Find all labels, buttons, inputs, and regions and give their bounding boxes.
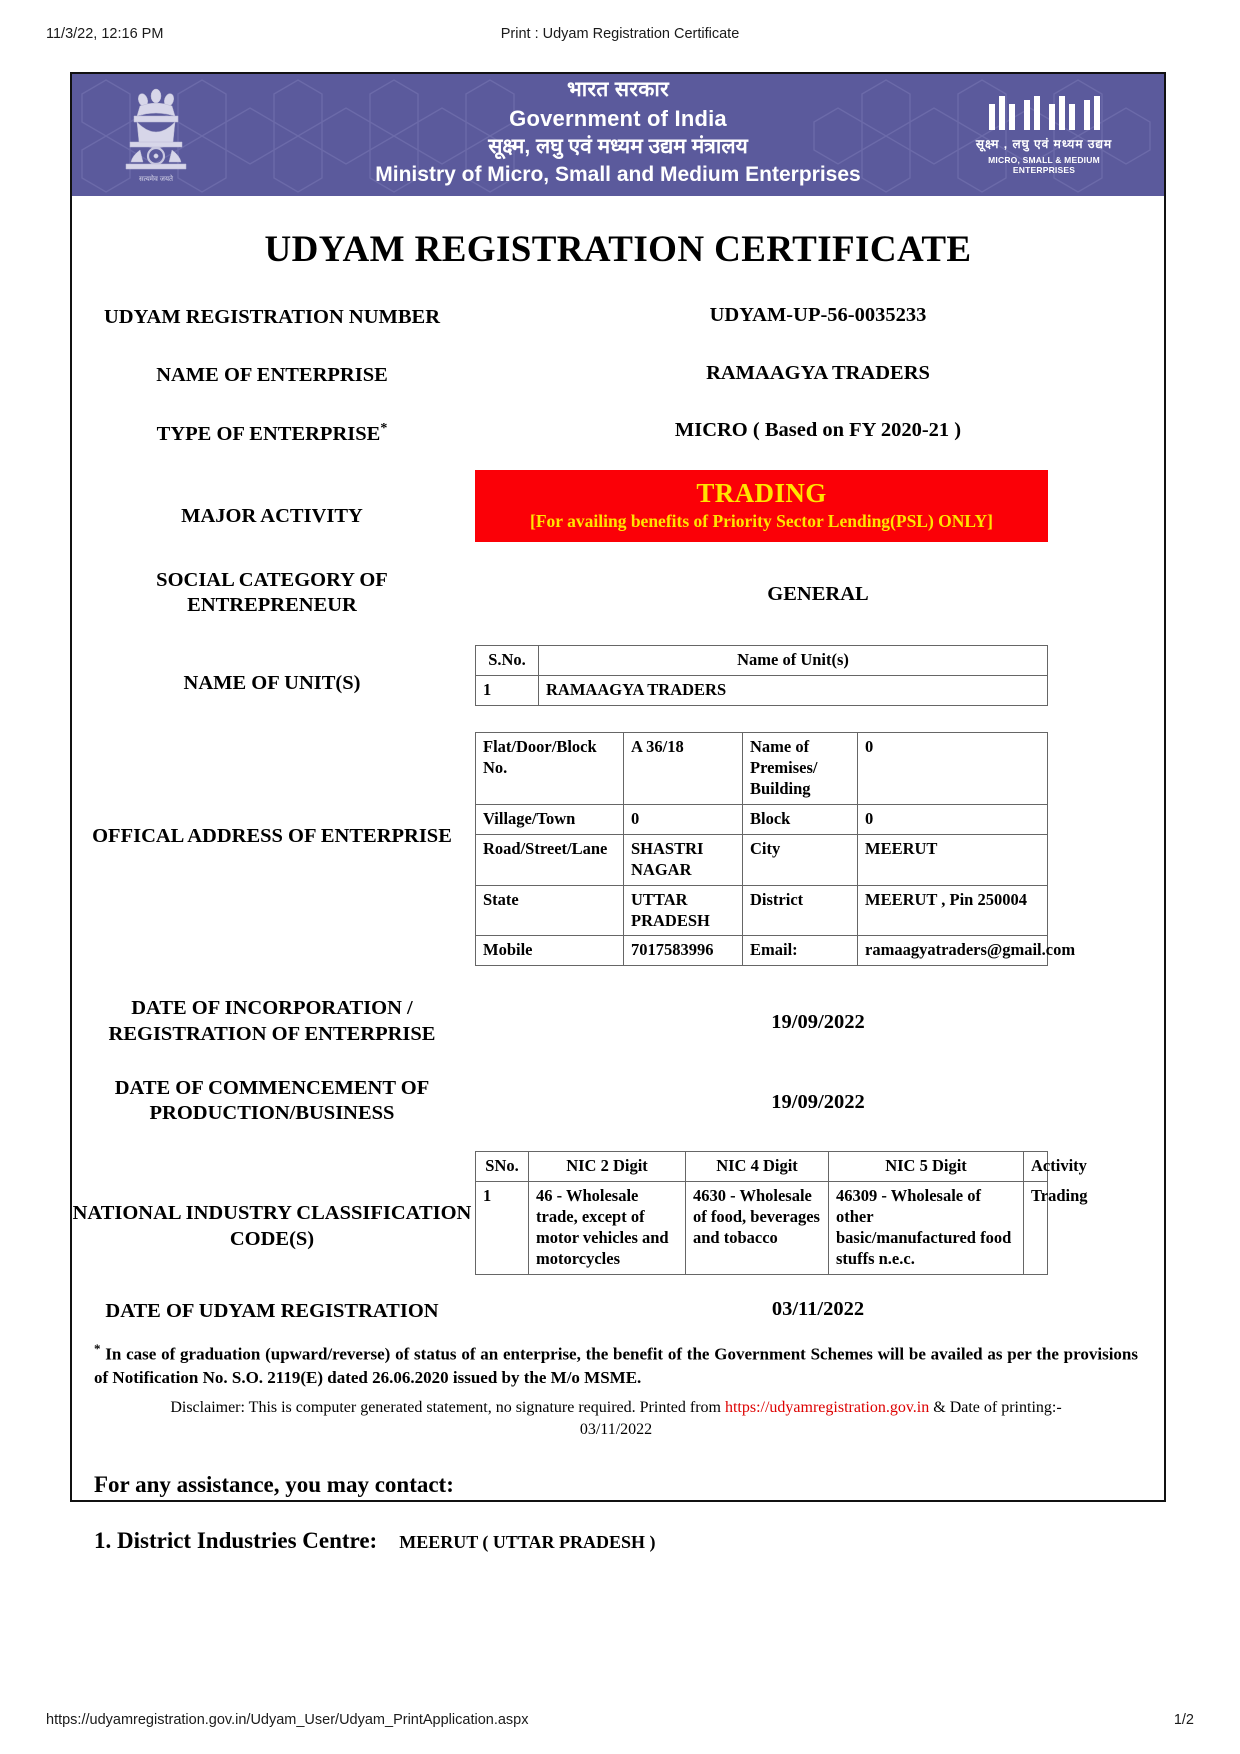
certificate-title: UDYAM REGISTRATION CERTIFICATE [264,229,972,270]
nic-table [475,1151,1088,1275]
row-type-of-enterprise [72,418,1164,447]
address-value-email: ramaagyatraders@gmail.com [858,936,1048,966]
disclaimer [94,1397,1138,1442]
nic-table-header-row [476,1151,1048,1181]
label-official-address: OFFICAL ADDRESS OF ENTERPRISE [92,824,452,847]
certificate-container [70,72,1166,1553]
print-header [0,26,1240,46]
table-row [476,885,1048,936]
label-major-activity: MAJOR ACTIVITY [181,504,363,527]
nic-table-block [472,1151,1164,1275]
assistance-heading: For any assistance, you may contact: [94,1471,454,1497]
msme-logo [956,90,1132,175]
value-name-of-enterprise: RAMAAGYA TRADERS [706,361,930,384]
disclaimer-text-part1: Disclaimer: This is computer generated statement, no signature required. Printed from [170,1398,725,1416]
row-official-address [72,732,1164,967]
label-date-of-udyam-registration: DATE OF UDYAM REGISTRATION [105,1299,439,1322]
units-table [475,645,1048,706]
msme-logo-english: MICRO, SMALL & MEDIUM ENTERPRISES [988,155,1100,175]
label-udyam-registration-number: UDYAM REGISTRATION NUMBER [103,306,440,328]
print-title: Print : Udyam Registration Certificate [500,26,740,42]
row-social-category [72,566,1164,619]
nic-cell-activity: Trading [1024,1181,1048,1274]
value-major-activity: TRADING [696,477,827,508]
disclaimer-text-part2: & Date of printing:- [929,1398,1062,1416]
address-key-flat: Flat/Door/Block No. [476,732,624,804]
msme-logo-mark-icon [956,90,1132,130]
major-activity-banner [475,470,1048,542]
units-cell-name: RAMAAGYA TRADERS [539,675,1048,705]
table-row [476,1181,1048,1274]
nic-col-sno: SNo. [476,1151,529,1181]
value-social-category: GENERAL [767,582,869,605]
address-value-flat: A 36/18 [624,732,743,804]
label-date-of-commencement: DATE OF COMMENCEMENT OF PRODUCTION/BUSINESS [114,1076,430,1125]
nic-col-2digit: NIC 2 Digit [529,1151,686,1181]
label-name-of-units: NAME OF UNIT(S) [183,671,361,694]
print-footer [0,1712,1240,1732]
value-date-of-incorporation: 19/09/2022 [771,1011,865,1034]
nic-cell-2digit: 46 - Wholesale trade, except of motor vehicles and motorcycles [529,1181,686,1274]
footnote-text: In case of graduation (upward/reverse) of status of an enterprise, the benefit of the Government Schemes will be availed as per the provisions of Notification No. S.O. 2119(E) dated 26.06.2020 issued by the M/o MSME. [94,1344,1138,1388]
label-type-of-enterprise [72,418,472,447]
address-key-email: Email: [743,936,858,966]
address-key-district: District [743,885,858,936]
address-value-village: 0 [624,804,743,834]
nic-col-4digit: NIC 4 Digit [686,1151,829,1181]
units-table-header-row [476,645,1048,675]
row-nic-codes [72,1151,1164,1275]
units-col-sno: S.No. [476,645,539,675]
units-table-block [472,645,1164,706]
type-of-enterprise-footnote-marker: * [380,421,388,437]
label-date-of-incorporation: DATE OF INCORPORATION / REGISTRATION OF ENTERPRISE [108,997,436,1046]
graduation-footnote [94,1340,1138,1390]
value-date-of-commencement: 19/09/2022 [771,1090,865,1113]
address-value-city: MEERUT [858,834,1048,885]
address-key-state: State [476,885,624,936]
print-footer-url: https://udyamregistration.gov.in/Udyam_User/Udyam_PrintApplication.aspx [46,1712,529,1728]
address-value-road: SHASTRI NAGAR [624,834,743,885]
major-activity-psl-note: [For availing benefits of Priority Sector Lending(PSL) ONLY] [530,510,993,531]
nic-cell-5digit: 46309 - Wholesale of other basic/manufactured food stuffs n.e.c. [829,1181,1024,1274]
label-nic-codes: NATIONAL INDUSTRY CLASSIFICATION CODE(S) [72,1201,472,1250]
address-value-block: 0 [858,804,1048,834]
row-name-of-enterprise [72,361,1164,389]
print-timestamp: 11/3/22, 12:16 PM [46,26,164,42]
row-name-of-units [72,645,1164,706]
label-name-of-enterprise: NAME OF ENTERPRISE [156,363,388,386]
disclaimer-print-date: 03/11/2022 [579,1421,653,1439]
label-district-industries-centre: 1. District Industries Centre: [94,1527,378,1553]
banner-english-ministry: Ministry of Micro, Small and Medium Enterprises [375,163,861,187]
value-type-of-enterprise: MICRO ( Based on FY 2020-21 ) [674,419,962,442]
address-value-premises: 0 [858,732,1048,804]
address-key-premises: Name of Premises/ Building [743,732,858,804]
address-key-road: Road/Street/Lane [476,834,624,885]
row-date-of-udyam-registration [72,1297,1164,1325]
table-row [476,732,1048,804]
nic-col-activity: Activity [1024,1151,1048,1181]
nic-cell-4digit: 4630 - Wholesale of food, beverages and tobacco [686,1181,829,1274]
units-cell-sno: 1 [476,675,539,705]
banner-hindi-ministry: सूक्ष्म, लघु एवं मध्यम उद्यम मंत्रालय [488,134,748,158]
table-row [476,675,1048,705]
banner-english-government: Government of India [509,105,727,131]
msme-logo-hindi: सूक्ष्म , लघु एवं मध्यम उद्यम [975,137,1113,151]
address-key-block: Block [743,804,858,834]
address-table [475,732,1076,967]
row-major-activity [72,470,1164,542]
major-activity-block [472,470,1164,542]
disclaimer-link[interactable]: https://udyamregistration.gov.in [724,1398,930,1416]
print-footer-page: 1/2 [1173,1712,1194,1728]
label-social-category: SOCIAL CATEGORY OF ENTREPRENEUR [156,568,388,617]
label-type-of-enterprise-text: TYPE OF ENTERPRISE [156,423,381,446]
address-table-block [472,732,1164,967]
row-date-of-incorporation [72,994,1164,1047]
table-row [476,834,1048,885]
address-key-city: City [743,834,858,885]
svg-text:सत्यमेव जयते: सत्यमेव जयते [138,176,174,183]
units-col-name: Name of Unit(s) [539,645,1048,675]
address-key-mobile: Mobile [476,936,624,966]
nic-col-5digit: NIC 5 Digit [829,1151,1024,1181]
address-value-state: UTTAR PRADESH [624,885,743,936]
value-district-industries-centre: MEERUT ( UTTAR PRADESH ) [399,1531,656,1552]
row-date-of-commencement [72,1074,1164,1127]
table-row [476,804,1048,834]
address-key-village: Village/Town [476,804,624,834]
value-date-of-udyam-registration: 03/11/2022 [771,1297,865,1320]
address-value-mobile: 7017583996 [624,936,743,966]
address-value-district: MEERUT , Pin 250004 [858,885,1048,936]
row-udyam-registration-number [72,303,1164,331]
banner-hindi-government: भारत सरकार [567,78,669,101]
table-row [476,936,1048,966]
footnote-marker: * [94,1341,101,1357]
government-banner [72,74,1164,196]
value-udyam-registration-number: UDYAM-UP-56-0035233 [709,304,927,326]
district-industries-centre-row [94,1528,1164,1554]
nic-cell-sno: 1 [476,1181,529,1274]
